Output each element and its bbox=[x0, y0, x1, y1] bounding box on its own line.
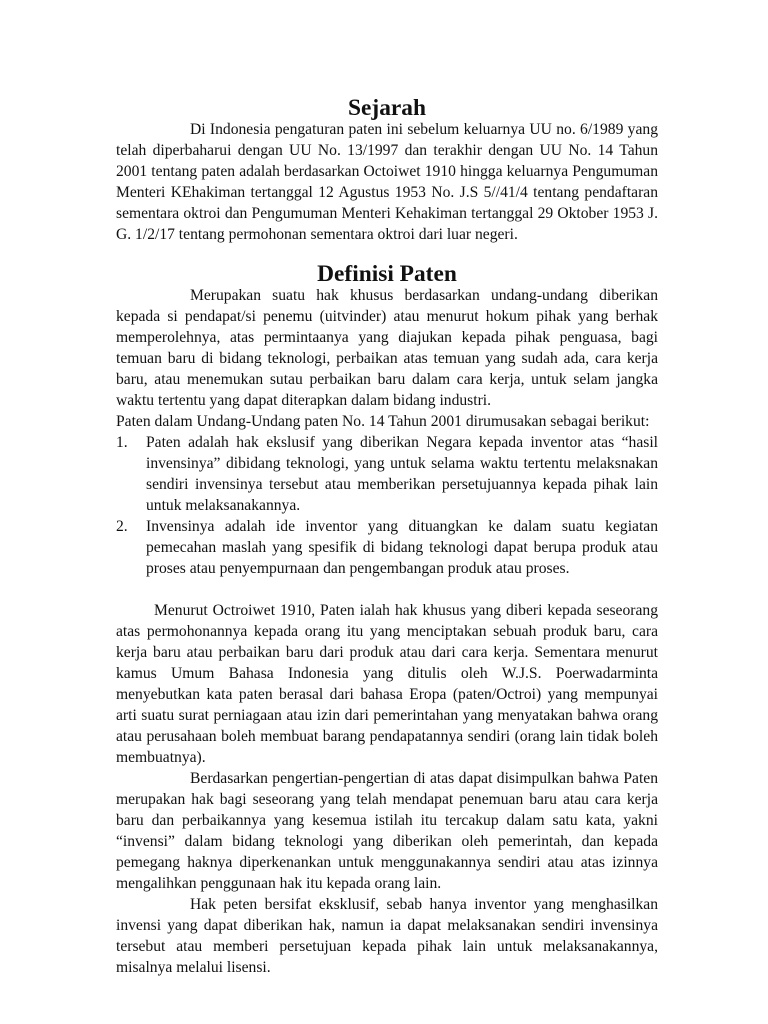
definisi-paragraph-2: Paten dalam Undang-Undang paten No. 14 Tahun 2001 dirumusakan sebagai berikut: bbox=[116, 413, 650, 430]
sejarah-paragraph: Di Indonesia pengaturan paten ini sebelum keluarnya UU no. 6/1989 yang telah diperbaharui dengan UU No. 13/1997 dan terakhir dengan UU No. 14 Tahun 2001 tentang paten adalah berdasarkan Octoiwet 1910 hingga keluarnya Pengumuman Menteri KEhakiman tertanggal 12 Agustus 1953 No. J.S 5//41/4 tentang pendaftaran sementara oktroi dan Pengumuman Menteri Kehakiman tertanggal 29 Oktober 1953 J. G. 1/2/17 tentang permohonan sementara oktroi dari luar negeri. bbox=[116, 121, 658, 243]
list-item-number: 1. bbox=[116, 434, 128, 451]
conclusion-paragraph: Berdasarkan pengertian-pengertian di atas dapat disimpulkan bahwa Paten merupakan hak bagi seseorang yang telah mendapat penemuan baru atau cara kerja baru dan perbaikannya yang kesemua istilah itu tercakup dalam satu kata, yakni “invensi” dalam bidang teknologi yang diberikan oleh pemerintah, dan kepada pemegang haknya diperkenankan untuk menggunakannya sendiri atau atas izinnya mengalihkan penggunaan hak itu kepada orang lain. bbox=[116, 770, 658, 892]
list-item bbox=[116, 516, 658, 579]
list-item bbox=[116, 432, 658, 516]
octroiwet-paragraph: Menurut Octroiwet 1910, Paten ialah hak khusus yang diberi kepada seseorang atas permohonannya kepada orang itu yang menciptakan sebuah produk baru, cara kerja baru atau perbaikan baru dari produk atau dari cara kerja. Sementara menurut kamus Umum Bahasa Indonesia yang ditulis oleh W.J.S. Poerwadarminta menyebutkan kata paten berasal dari bahasa Eropa (paten/Octroi) yang mempunyai arti suatu surat perniagaan atau izin dari pemerintahan yang menyatakan bahwa orang atau perusahaan boleh membuat barang pendapatannya sendiri (orang lain tidak boleh membuatnya). bbox=[116, 602, 658, 766]
list-item-number: 2. bbox=[116, 518, 128, 535]
list-item-text: Paten adalah hak ekslusif yang diberikan Negara kepada inventor atas “hasil invensinya” dibidang teknologi, yang untuk selama waktu tertentu melaksnakan sendiri invensinya tersebut atau memberikan persetujuannya kepada pihak lain untuk melaksanakannya. bbox=[146, 434, 658, 514]
list-item-text: Invensinya adalah ide inventor yang dituangkan ke dalam suatu kegiatan pemecahan maslah yang spesifik di bidang teknologi dapat berupa produk atau proses atau penyempurnaan dan pengembangan produk atau proses. bbox=[146, 518, 658, 577]
paragraph-spacer bbox=[116, 579, 658, 600]
section-heading-definisi-paten: Definisi Paten bbox=[317, 261, 457, 287]
definisi-paragraph-1: Merupakan suatu hak khusus berdasarkan undang-undang diberikan kepada si pendapat/si penemu (uitvinder) atau menurut hokum pihak yang berhak memperolehnya, atas permintaanya yang diajukan kepada pihak penguasa, bagi temuan baru di bidang teknologi, perbaikan atas temuan yang sudah ada, cara kerja baru, atau menemukan sutau perbaikan baru dalam cara kerja, untuk selam jangka waktu tertentu yang dapat diterapkan dalam bidang industri. bbox=[116, 287, 658, 409]
section-heading-sejarah: Sejarah bbox=[348, 95, 426, 121]
exclusive-right-paragraph: Hak peten bersifat eksklusif, sebab hanya inventor yang menghasilkan invensi yang dapat diberikan hak, namun ia dapat melaksanakan sendiri invensinya tersebut atau memberi persetujuan kepada pihak lain untuk melaksanakannya, misalnya melalui lisensi. bbox=[116, 896, 658, 976]
definition-list bbox=[116, 432, 658, 579]
